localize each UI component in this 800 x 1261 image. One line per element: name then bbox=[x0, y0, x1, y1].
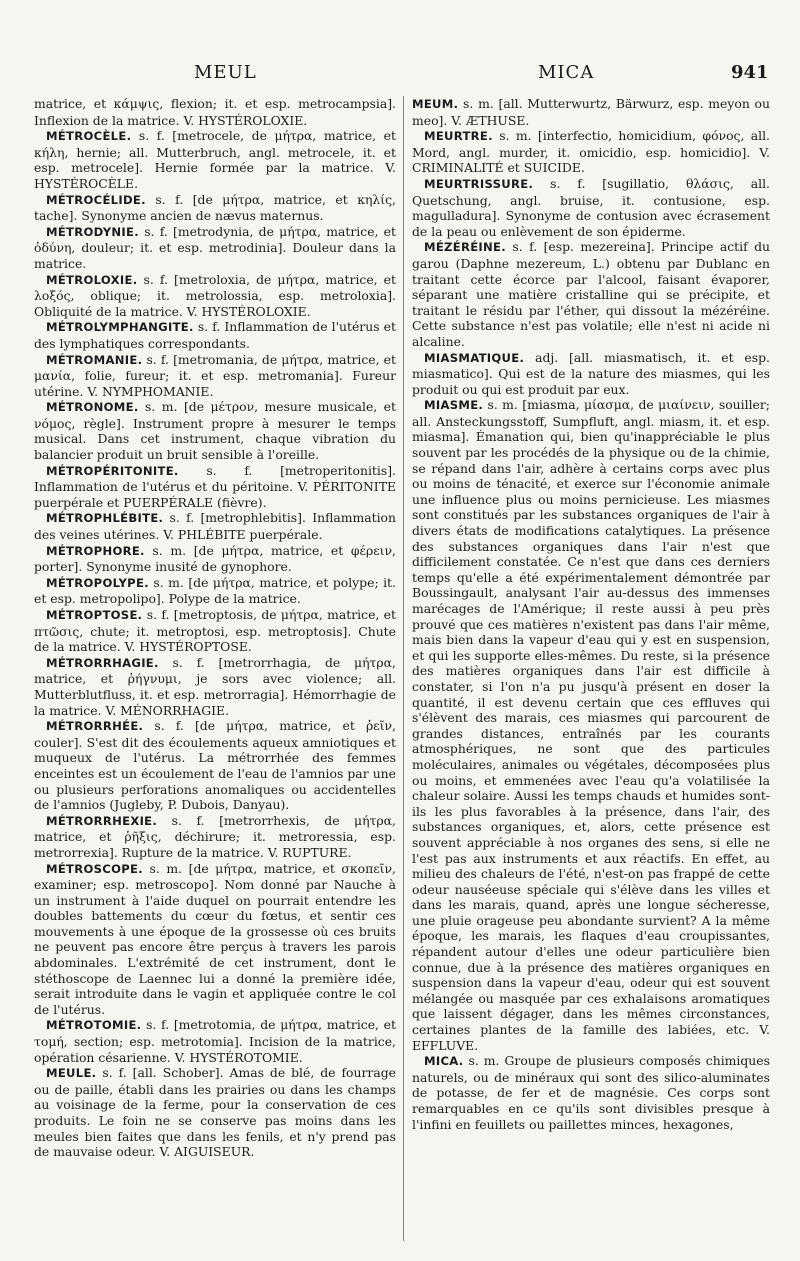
entry-headword: MÉTRORRHEXIE. bbox=[46, 813, 158, 828]
entry-headword: MÉTRORRHAGIE. bbox=[46, 655, 159, 670]
page-number: 941 bbox=[731, 62, 769, 83]
entry-headword: MÉTROPOLYPE. bbox=[46, 575, 149, 590]
entry-headword: MÉTROPHORE. bbox=[46, 543, 145, 558]
entry-headword: MÉTROCÉLIDE. bbox=[46, 192, 146, 207]
entry-text: s. f. [de μήτρα, matrice, et ῥεῖν, couler]. S'est dit des écoulements aqueux amniotiques et muqueux de l'utérus. La métrorrhée des femmes enceintes est un écoulement de l'eau de l'amnios par une ou plusieurs perforations anomaliques ou accidentelles de l'amnios (Jugleby, P. Dubois, Danyau). bbox=[34, 718, 396, 813]
entry-headword: MÉZÉRÉINE. bbox=[424, 240, 506, 255]
dictionary-entry bbox=[34, 224, 396, 272]
entry-text: matrice, et κάμψις, flexion; it. et esp. metrocampsia]. Inflexion de la matrice. V. HYSTÉROLOXIE. bbox=[34, 96, 396, 128]
entry-text: s. m. [de μέτρον, mesure musicale, et νόμος, règle]. Instrument propre à mesurer le temps musical. Dans cet instrument, chaque vibration du balancier produit un bruit sensible à l'oreille. bbox=[34, 399, 396, 463]
dictionary-entry bbox=[34, 128, 396, 191]
dictionary-entry bbox=[34, 543, 396, 575]
entry-headword: MIASME. bbox=[424, 398, 484, 413]
header-left-word: MEUL bbox=[194, 62, 257, 83]
right-column bbox=[412, 96, 770, 1246]
entry-headword: MÉTROSCOPE. bbox=[46, 861, 143, 876]
dictionary-entry bbox=[412, 128, 770, 176]
entry-headword: MÉTROCÈLE. bbox=[46, 129, 132, 144]
dictionary-entry bbox=[34, 352, 396, 400]
dictionary-entry bbox=[34, 655, 396, 718]
header-right-word: MICA bbox=[538, 62, 595, 83]
entry-text: s. m. [all. Mutterwurtz, Bärwurz, esp. meyon ou meo]. V. ÆTHUSE. bbox=[412, 96, 770, 128]
entry-headword: MIASMATIQUE. bbox=[424, 350, 525, 365]
entry-headword: MÉTROPHLÉBITE. bbox=[46, 511, 164, 526]
entry-headword: MÉTROLYMPHANGITE. bbox=[46, 320, 194, 335]
entry-headword: MÉTROPTOSE. bbox=[46, 608, 143, 622]
entry-headword: MÉTROLOXIE. bbox=[46, 272, 138, 287]
entry-headword: MEURTRE. bbox=[424, 129, 493, 144]
entry-text: s. f. [metrophlebitis]. Inflammation des veines utérines. V. PHLÉBITE puerpérale. bbox=[34, 510, 396, 543]
dictionary-entry bbox=[412, 1053, 770, 1132]
entry-text: s. f. [metrocele, de μήτρα, matrice, et κήλη, hernie; all. Mutterbruch, angl. metrocele, it. et esp. metrocele]. Hernie formée par la matrice. V. HYSTÉROCÈLE. bbox=[34, 128, 396, 191]
entry-text: s. f. [metroloxia, de μήτρα, matrice, et λοξός, oblique; it. metrolossia, esp. metroloxia]. Obliquité de la matrice. V. HYSTÉROLOXIE. bbox=[34, 271, 396, 319]
dictionary-entry bbox=[34, 399, 396, 462]
entry-text: s. m. Groupe de plusieurs composés chimiques naturels, ou de minéraux qui sont des silico-aluminates de potasse, de fer et de magnésie. Ces corps sont remarquables en ce qu'ils sont divisibles presque à l'infini en feuillets ou paillettes minces, hexagones, bbox=[412, 1053, 770, 1132]
entry-text: s. f. [sugillatio, θλάσις, all. Quetschung, angl. bruise, it. contusione, esp. magulladura]. Synonyme de contusion avec écrasement de la peau ou enlèvement de son épiderme. bbox=[412, 175, 770, 239]
dictionary-entry bbox=[412, 176, 770, 239]
entry-text: s. f. [metroptosis, de μήτρα, matrice, et πτῶσις, chute; it. metroptosi, esp. metroptosis]. Chute de la matrice. V. HYSTÉROPTOSE. bbox=[34, 607, 396, 655]
entry-headword: MÉTROMANIE. bbox=[46, 352, 143, 367]
entry-text: s. m. [miasma, μίασμα, de μιαίνειν, souiller; all. Ansteckungsstoff, Sumpfluft, angl. miasm, it. et esp. miasma]. Émanation qui, bien qu'inappréciable le plus souvent par les procédés de la physique ou de la chimie, se répand dans l'air, adhère à certains corps avec plus ou moins de ténacité, et exerce sur l'économie animale une influence plus ou moins pernicieuse. Les miasmes sont constitués par les substances organiques de l'air à divers états de modifications catalytiques. La présence des substances organiques dans l'air n'est que difficilement constatée. Ce n'est que dans ces derniers temps qu'elle a été expérimentalement démontrée par Boussingault, analysant l'air au-dessus des immenses marécages de l'Amérique; il reste aussi à peu près prouvé que ces matières n'existent pas dans l'air même, mais bien dans la vapeur d'eau qui y est en suspension, et qui les supporte elles-mêmes. Du reste, si la présence des matières organiques dans l'air est difficile à constater, si l'on n'a pu jusqu'à présent en doser la quantité, il est devenu certain que ces effluves qui s'élèvent des marais, ces miasmes qui parcourent de grandes distances, entraînés par les courants atmosphériques, ne sont que des particules moléculaires, animales ou végétales, décomposées plus ou moins, et emmenées avec l'eau qu'a volatilisée la chaleur solaire. Aussi les temps chauds et humides sont-ils les plus favorables à la présence, dans l'air, des substances organiques, et, alors, cette présence est souvent appréciable à nos organes des sens, si elle ne l'est pas aux instruments et aux réactifs. En effet, au milieu des chaleurs de l'été, n'est-on pas frappé de cette odeur nauséeuse spéciale qui s'élève dans les villes et dans les marais, quand, après une longue sécheresse, une pluie orageuse peu abondante survient? A la même époque, les marais, les flaques d'eau croupissantes, répandent autour d'elles une odeur particulière bien connue, due à la présence des matières organiques en suspension dans la vapeur d'eau, odeur qui est souvent mélangée ou masquée par ces exhalaisons aromatiques que laissent dégager, dans les mêmes circonstances, certaines plantes de la famille des labiées, etc. V. EFFLUVE. bbox=[412, 397, 770, 1053]
entry-text: s. f. Inflammation de l'utérus et des lymphatiques correspondants. bbox=[34, 319, 396, 351]
entry-text: s. f. [all. Schober]. Amas de blé, de fourrage ou de paille, établi dans les prairies ou dans les champs au voisinage de la ferme, pour la conservation de ces produits. Le foin ne se conserve pas moins dans les meules bien faites que dans les fenils, et n'y prend pas de mauvaise odeur. V. AIGUISEUR. bbox=[34, 1065, 396, 1160]
entry-headword: MÉTROTOMIE. bbox=[46, 1018, 142, 1033]
entry-text: s. f. [metrodynia, de μήτρα, matrice, et ὀδύνη, douleur; it. et esp. metrodinia]. Douleur dans la matrice. bbox=[34, 223, 396, 271]
entry-headword: MÉTRONOME. bbox=[46, 400, 139, 415]
entry-text: s. f. [metroperitonitis]. Inflammation de l'utérus et du péritoine. V. PÉRITONITE puerpérale et PUERPÉRALE (fièvre). bbox=[34, 462, 396, 510]
entry-headword: MEURTRISSURE. bbox=[424, 176, 534, 191]
entry-text: s. m. [de μήτρα, matrice, et φέρειν, porter]. Synonyme inusité de gynophore. bbox=[34, 542, 396, 575]
entry-text: s. f. [metrotomia, de μήτρα, matrice, et τομή, section; esp. metrotomia]. Incision de la matrice, opération césarienne. V. HYSTÉROTOMIE. bbox=[34, 1017, 396, 1065]
entry-headword: MEUM. bbox=[412, 97, 459, 111]
entry-headword: MÉTRORRHÉE. bbox=[46, 719, 144, 734]
dictionary-entry bbox=[34, 813, 396, 861]
entry-text: s. m. [de μήτρα, matrice, et σκοπεῖν, examiner; esp. metroscopo]. Nom donné par Nauche à un instrument à l'aide duquel on pourrait entendre les doubles battements du cœur du fœtus, et sentir ces mouvements à une époque de la grossesse où ces bruits ne peuvent pas encore être perçus à travers les parois abdominales. L'extrémité de cet instrument, dont le stéthoscope de Laennec lui a donné la première idée, serait introduite dans le vagin et appliquée contre le col de l'utérus. bbox=[34, 860, 396, 1017]
left-column bbox=[34, 96, 396, 1246]
dictionary-entry bbox=[34, 1065, 396, 1160]
entry-text: s. f. [de μήτρα, matrice, et κηλίς, tache]. Synonyme ancien de nævus maternus. bbox=[34, 191, 396, 224]
dictionary-entry bbox=[412, 239, 770, 349]
dictionary-entry bbox=[34, 861, 396, 1018]
entry-text: adj. [all. miasmatisch, it. et esp. miasmatico]. Qui est de la nature des miasmes, qui les produit ou qui est produit par eux. bbox=[412, 349, 770, 397]
entry-text: s. m. [de μήτρα, matrice, et polype; it. et esp. metropolipo]. Polype de la matrice. bbox=[34, 574, 396, 607]
entry-headword: MÉTRODYNIE. bbox=[46, 224, 139, 239]
dictionary-entry bbox=[34, 192, 396, 224]
entry-text: s. f. [metromania, de μήτρα, matrice, et μανία, folie, fureur; it. et esp. metromania]. Fureur utérine. V. NYMPHOMANIE. bbox=[34, 351, 396, 399]
dictionary-entry bbox=[34, 718, 396, 813]
dictionary-entry bbox=[34, 1017, 396, 1065]
entry-headword: MÉTROPÉRITONITE. bbox=[46, 463, 179, 478]
entry-text: s. f. [metrorrhagia, de μήτρα, matrice, et ῥήγνυμι, je sors avec violence; all. Mutterblutfluss, it. et esp. metrorragia]. Hémorrhagie de la matrice. V. MÉNORRHAGIE. bbox=[34, 654, 396, 718]
entry-headword: MEULE. bbox=[46, 1066, 97, 1081]
entry-text: s. f. [metrorrhexis, de μήτρα, matrice, et ῥῆξις, déchirure; it. metroressia, esp. metrorrexia]. Rupture de la matrice. V. RUPTURE. bbox=[34, 812, 396, 860]
dictionary-entry bbox=[412, 397, 770, 1053]
dictionary-entry bbox=[34, 463, 396, 511]
dictionary-entry bbox=[412, 350, 770, 398]
dictionary-entry bbox=[34, 319, 396, 351]
dictionary-entry bbox=[412, 96, 770, 128]
column-divider bbox=[403, 96, 404, 1241]
dictionary-entry bbox=[34, 607, 396, 655]
dictionary-entry bbox=[34, 575, 396, 607]
running-header bbox=[0, 62, 800, 90]
entry-headword: MICA. bbox=[424, 1054, 464, 1069]
dictionary-entry bbox=[34, 510, 396, 542]
dictionary-entry bbox=[34, 272, 396, 320]
dictionary-entry bbox=[34, 96, 396, 128]
entry-text: s. m. [interfectio, homicidium, φόνος, all. Mord, angl. murder, it. omicidio, esp. homicidio]. V. CRIMINALITÉ et SUICIDE. bbox=[412, 128, 770, 176]
entry-text: s. f. [esp. mezereina]. Principe actif du garou (Daphne mezereum, L.) obtenu par Dublanc en traitant cette écorce par l'alcool, faisant évaporer, séparant une matière cristalline qui se précipite, et traitant le résidu par l'éther, qui dissout la mézéréine. Cette substance n'est pas volatile; elle n'est ni acide ni alcaline. bbox=[412, 239, 770, 349]
